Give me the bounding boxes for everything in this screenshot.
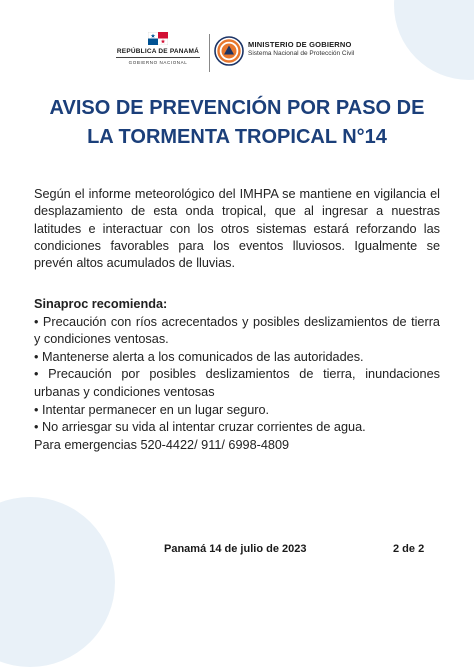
decorative-circle-bottom — [0, 497, 115, 667]
notice-title-line-2: LA TORMENTA TROPICAL N°14 — [87, 126, 387, 148]
republic-subtitle: GOBIERNO NACIONAL — [128, 60, 188, 65]
notice-title-line-1: AVISO DE PREVENCIÓN POR PASO DE — [49, 97, 425, 119]
footer-date: Panamá 14 de julio de 2023 — [164, 543, 307, 555]
republic-title: REPÚBLICA DE PANAMÁ — [116, 48, 200, 55]
recommendation-item: • Intentar permanecer en un lugar seguro. — [34, 402, 270, 417]
notice-title — [0, 94, 474, 152]
ministry-subtitle: Sistema Nacional de Protección Civil — [248, 50, 355, 57]
footer — [0, 543, 474, 561]
panama-flag-icon — [148, 32, 168, 45]
recommendations-heading: Sinaproc recomienda: — [34, 297, 168, 311]
civil-protection-seal-icon — [214, 36, 244, 66]
recommendations-section — [34, 296, 440, 454]
body-paragraph: Según el informe meteorológico del IMHPA se mantiene en vigilancia el desplazamiento de esta onda tropical, que al ingresar a nuestras latitudes e interactuar con los otros sistemas estará reforzando las condiciones favorables para los eventos lluviosos. Igualmente se prevén altos acumulados de lluvias. — [34, 187, 440, 271]
letterhead — [0, 30, 474, 76]
ministry-block — [248, 40, 354, 57]
recommendation-item: • Precaución por posibles deslizamientos de tierra, inundaciones urbanas y condiciones ventosas — [34, 367, 440, 399]
recommendation-item: • Mantenerse alerta a los comunicados de las autoridades. — [34, 349, 364, 364]
ministry-title: MINISTERIO DE GOBIERNO — [248, 40, 352, 49]
republic-divider — [116, 57, 200, 58]
recommendation-item: • No arriesgar su vida al intentar cruzar corrientes de agua. — [34, 420, 366, 435]
recommendation-item: • Precaución con ríos acrecentados y posibles deslizamientos de tierra y condiciones ventosas. — [34, 314, 440, 347]
republic-logo-block — [110, 32, 206, 65]
emergency-numbers: Para emergencias 520-4422/ 911/ 6998-4809 — [34, 437, 290, 452]
page-number: 2 de 2 — [393, 543, 425, 555]
header-divider — [209, 34, 210, 72]
